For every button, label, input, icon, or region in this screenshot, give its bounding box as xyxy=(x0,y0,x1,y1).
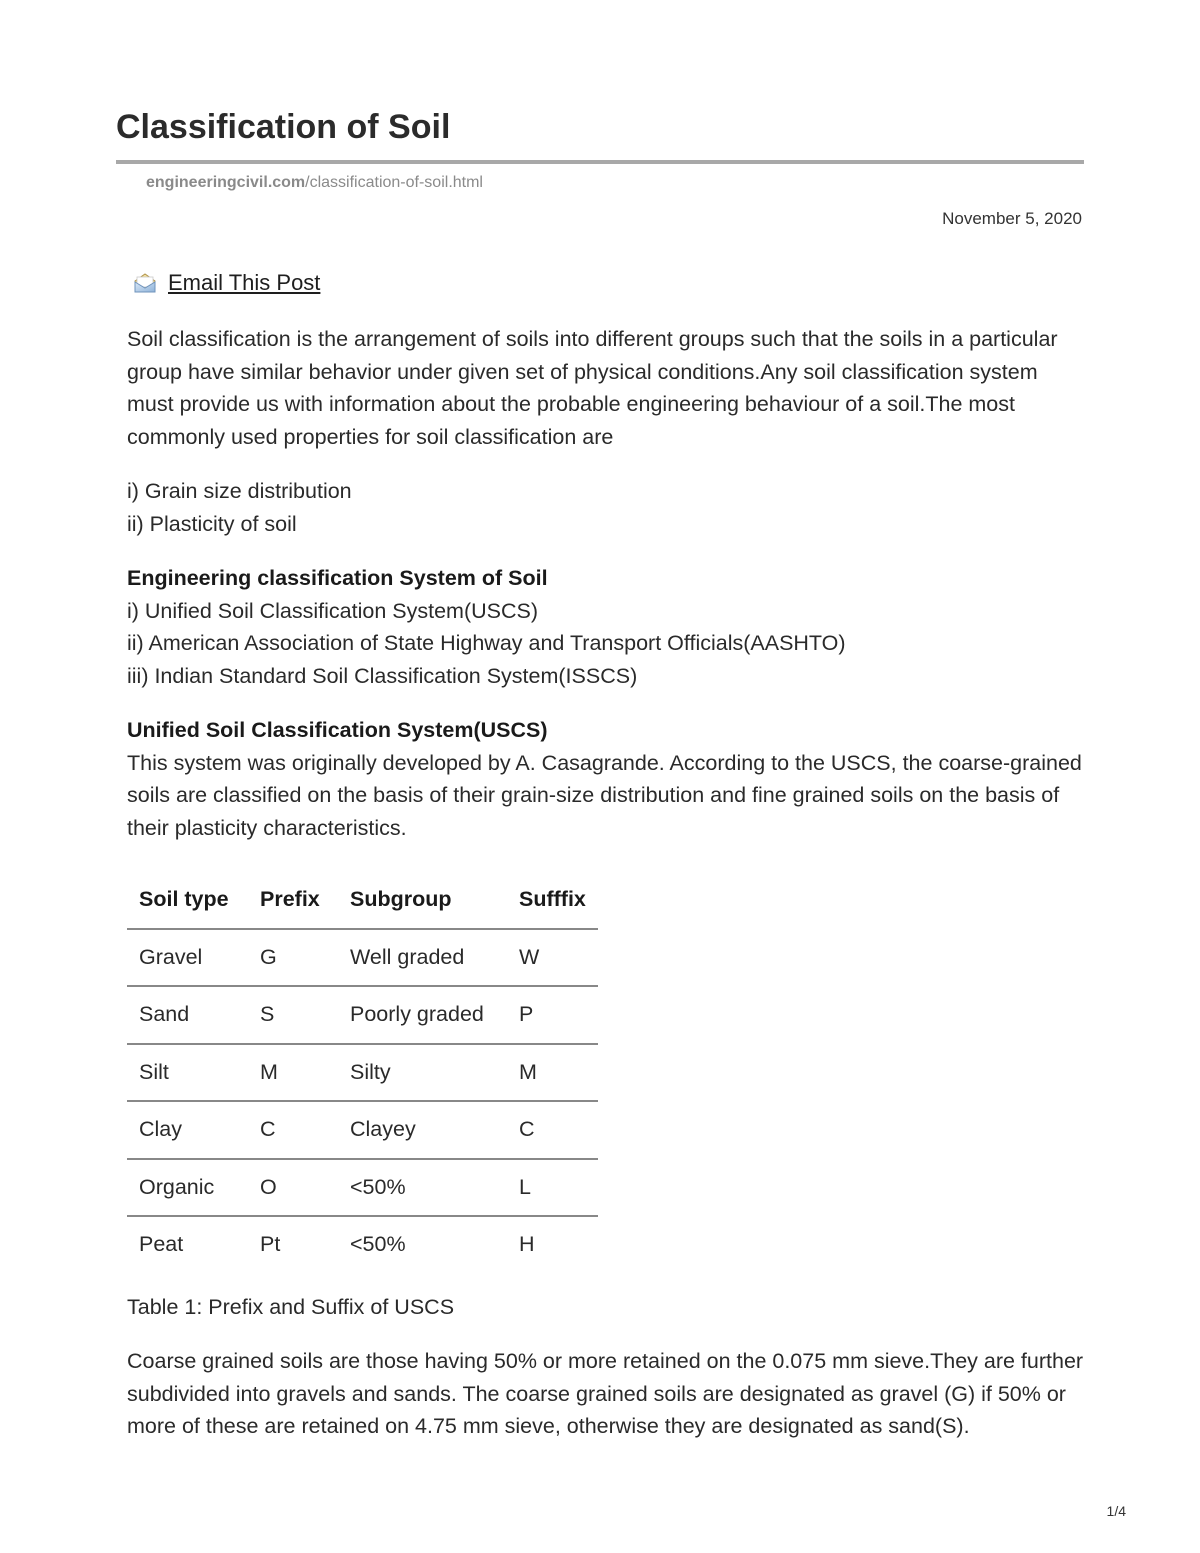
column-header: Soil type xyxy=(127,874,248,929)
table-cell: S xyxy=(248,986,338,1044)
title-divider xyxy=(116,160,1084,164)
uscs-description: This system was originally developed by A. Casagrande. According to the USCS, the coarse-grained soils are classified on the basis of their grain-size distribution and fine grained soils on the basis of their plasticity characteristics. xyxy=(127,750,1082,840)
property-item: i) Grain size distribution xyxy=(127,479,352,503)
table-cell: Poorly graded xyxy=(338,986,507,1044)
table-cell: L xyxy=(507,1159,598,1217)
systems-section xyxy=(127,562,1087,692)
column-header: Subgroup xyxy=(338,874,507,929)
table-cell: M xyxy=(248,1044,338,1102)
table-cell: C xyxy=(248,1101,338,1159)
page-title: Classification of Soil xyxy=(116,108,451,146)
table-caption: Table 1: Prefix and Suffix of USCS xyxy=(127,1294,455,1319)
table-cell: G xyxy=(248,929,338,987)
source-domain: engineeringcivil.com xyxy=(146,174,306,191)
table-row xyxy=(127,1216,598,1273)
table-cell: H xyxy=(519,1232,535,1256)
table-row xyxy=(127,1101,598,1159)
uscs-heading: Unified Soil Classification System(USCS) xyxy=(127,718,548,742)
source-url[interactable] xyxy=(146,174,483,192)
table-cell: Gravel xyxy=(127,929,248,987)
table-cell: Organic xyxy=(127,1159,248,1217)
table-cell: Pt xyxy=(260,1232,281,1256)
table-cell: Silt xyxy=(127,1044,248,1102)
uscs-table xyxy=(127,874,598,1273)
table-row xyxy=(127,986,598,1044)
table-cell: <50% xyxy=(338,1159,507,1217)
coarse-grained-paragraph: Coarse grained soils are those having 50% or more retained on the 0.075 mm sieve.They are further subdivided into gravels and sands. The coarse grained soils are designated as gravel (G) if 50% or more of these are retained on 4.75 mm sieve, otherwise they are designated as sand(S). xyxy=(127,1349,1084,1438)
email-post-row[interactable] xyxy=(132,270,320,296)
table-row xyxy=(127,1044,598,1102)
publish-date: November 5, 2020 xyxy=(942,209,1082,228)
system-item: ii) American Association of State Highway and Transport Officials(AASHTO) xyxy=(127,631,846,655)
page-number: 1/4 xyxy=(1106,1503,1126,1519)
table-cell: W xyxy=(507,929,598,987)
intro-paragraph: Soil classification is the arrangement of soils into different groups such that the soils in a particular group have similar behavior under given set of physical conditions.Any soil classification system must provide us with information about the probable engineering behaviour of a soil.The most commonly used properties for soil classification are xyxy=(127,327,1058,449)
property-item: ii) Plasticity of soil xyxy=(127,511,297,536)
article-body xyxy=(127,323,1087,1443)
table-cell: M xyxy=(507,1044,598,1102)
table-cell: P xyxy=(507,986,598,1044)
properties-list xyxy=(127,475,1087,540)
table-header-row xyxy=(127,874,598,929)
table-cell: Sand xyxy=(127,986,248,1044)
table-cell: Peat xyxy=(139,1232,184,1256)
table-cell: Silty xyxy=(338,1044,507,1102)
table-cell: Clay xyxy=(127,1101,248,1159)
table-cell: Well graded xyxy=(338,929,507,987)
systems-heading: Engineering classification System of Soil xyxy=(127,566,548,590)
table-row xyxy=(127,1159,598,1217)
table-cell: <50% xyxy=(350,1232,406,1256)
column-header: Prefix xyxy=(248,874,338,929)
table-cell: Clayey xyxy=(338,1101,507,1159)
column-header: Sufffix xyxy=(507,874,598,929)
table-cell: O xyxy=(248,1159,338,1217)
email-this-post-link[interactable]: Email This Post xyxy=(168,270,321,295)
system-item: iii) Indian Standard Soil Classification System(ISSCS) xyxy=(127,663,638,688)
table-row xyxy=(127,929,598,987)
system-item: i) Unified Soil Classification System(USCS) xyxy=(127,598,538,623)
source-path: /classification-of-soil.html xyxy=(305,174,483,191)
table-cell: C xyxy=(507,1101,598,1159)
envelope-icon xyxy=(132,271,158,295)
